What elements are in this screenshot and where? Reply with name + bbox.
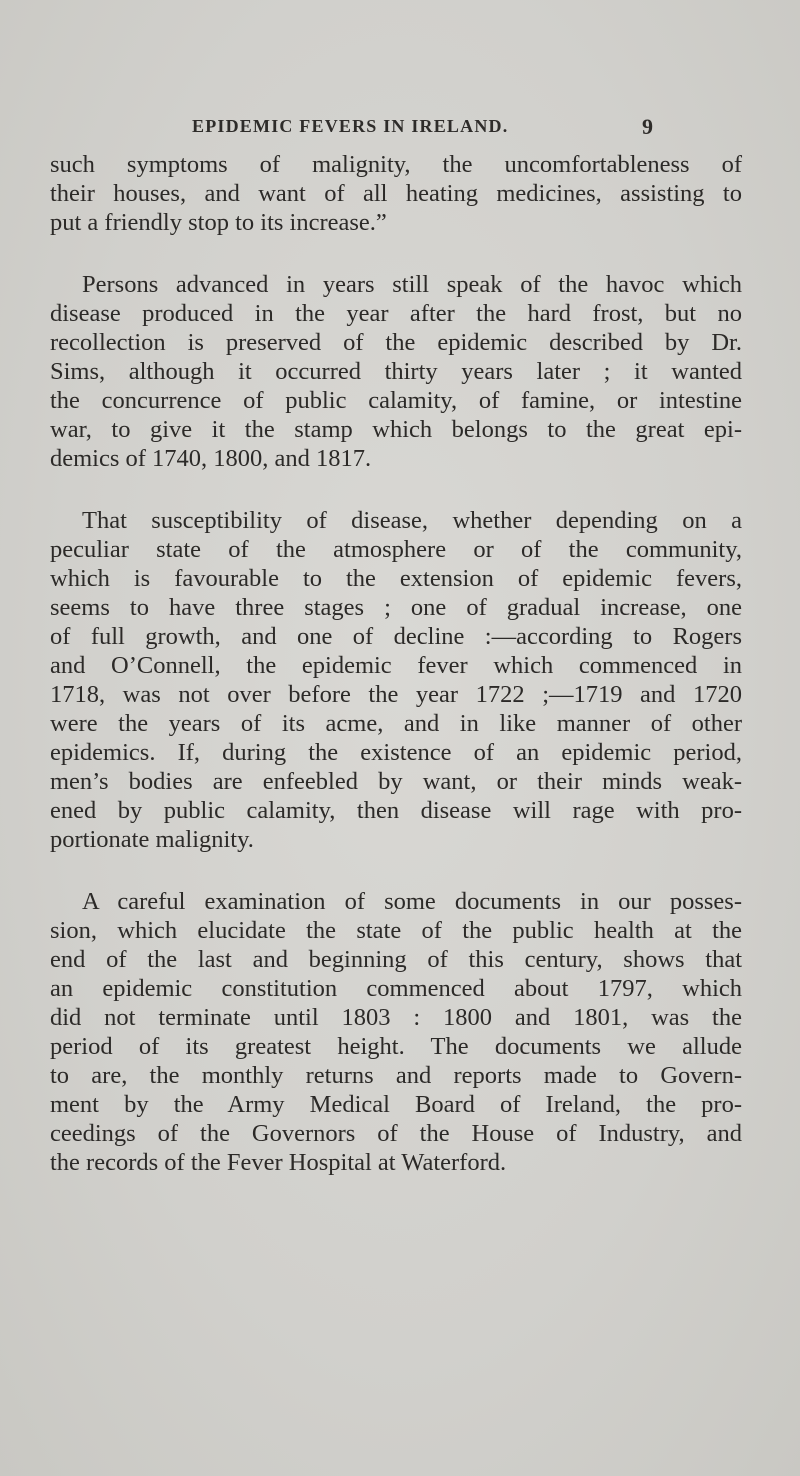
- text-line: disease produced in the year after the hard frost, but no: [50, 300, 742, 327]
- text-line: Sims, although it occurred thirty years later ; it wanted: [50, 358, 742, 385]
- text-line: portionate malignity.: [50, 826, 254, 853]
- paragraph-2: [50, 270, 742, 473]
- text-line: sion, which elucidate the state of the public health at the: [50, 917, 742, 944]
- paragraph-1: [50, 150, 742, 237]
- text-line: end of the last and beginning of this century, shows that: [50, 946, 742, 973]
- page-number: 9: [642, 114, 653, 139]
- text-line: 1718, was not over before the year 1722 ;—1719 and 1720: [50, 681, 742, 708]
- text-line: Persons advanced in years still speak of the havoc which: [82, 271, 742, 298]
- text-line: seems to have three stages ; one of gradual increase, one: [50, 594, 742, 621]
- text-line: an epidemic constitution commenced about 1797, which: [50, 975, 742, 1002]
- text-line: were the years of its acme, and in like manner of other: [50, 710, 742, 737]
- paragraph-4: [50, 887, 742, 1177]
- text-line: and O’Connell, the epidemic fever which commenced in: [50, 652, 742, 679]
- text-line: recollection is preserved of the epidemic described by Dr.: [50, 329, 742, 356]
- text-line: such symptoms of malignity, the uncomfortableness of: [50, 151, 742, 178]
- text-line: demics of 1740, 1800, and 1817.: [50, 445, 372, 472]
- text-line: ment by the Army Medical Board of Ireland, the pro-: [50, 1091, 742, 1118]
- text-line: the concurrence of public calamity, of famine, or intestine: [50, 387, 742, 414]
- text-line: ened by public calamity, then disease will rage with pro-: [50, 797, 742, 824]
- text-line: did not terminate until 1803 : 1800 and 1801, was the: [50, 1004, 742, 1031]
- text-line: put a friendly stop to its increase.”: [50, 209, 387, 236]
- text-line: the records of the Fever Hospital at Waterford.: [50, 1149, 507, 1176]
- paragraph-3: [50, 506, 742, 854]
- text-line: epidemics. If, during the existence of an epidemic period,: [50, 739, 742, 766]
- text-line: their houses, and want of all heating medicines, assisting to: [50, 180, 742, 207]
- text-line: A careful examination of some documents in our posses-: [82, 888, 742, 915]
- body-text: [50, 150, 742, 1177]
- text-line: which is favourable to the extension of epidemic fevers,: [50, 565, 742, 592]
- running-head-title: EPIDEMIC FEVERS IN IRELAND.: [192, 116, 509, 136]
- text-line: war, to give it the stamp which belongs to the great epi-: [50, 416, 742, 443]
- text-line: men’s bodies are enfeebled by want, or their minds weak-: [50, 768, 742, 795]
- text-line: ceedings of the Governors of the House of Industry, and: [50, 1120, 742, 1147]
- text-line: to are, the monthly returns and reports made to Govern-: [50, 1062, 742, 1089]
- running-head: [50, 116, 790, 146]
- text-line: peculiar state of the atmosphere or of the community,: [50, 536, 742, 563]
- text-line: of full growth, and one of decline :—according to Rogers: [50, 623, 742, 650]
- text-line: That susceptibility of disease, whether depending on a: [82, 507, 742, 534]
- text-line: period of its greatest height. The documents we allude: [50, 1033, 742, 1060]
